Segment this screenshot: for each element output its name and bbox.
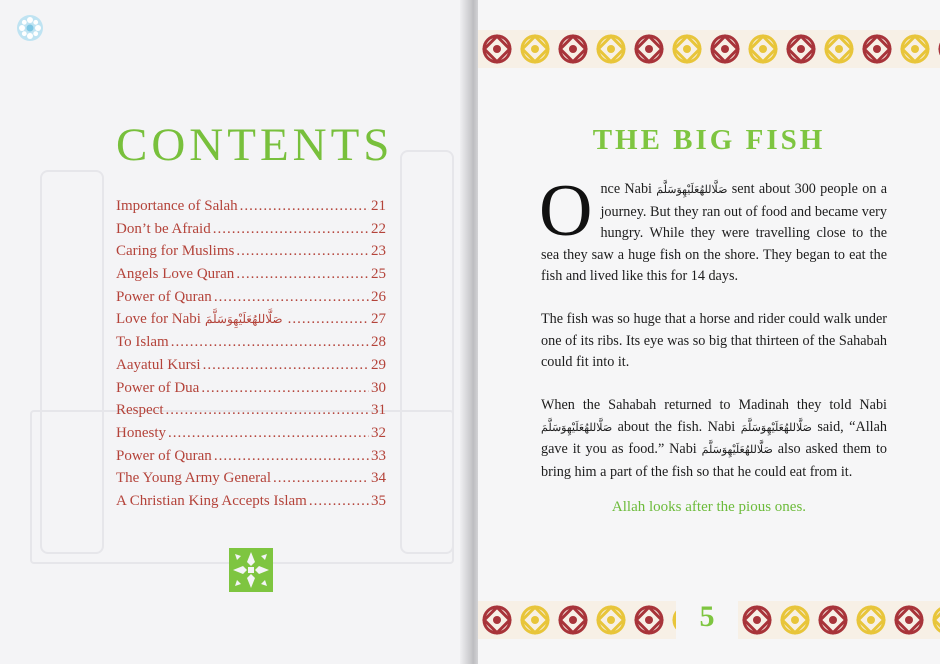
- contents-title: CONTENTS: [116, 119, 394, 171]
- toc-item[interactable]: Love for Nabi صَلَّاللهُعَلَيْهِوَسَلَّمَ ..... 27: [116, 311, 386, 334]
- geometric-ornament-icon: [229, 548, 273, 592]
- story-moral: Allah looks after the pious ones.: [611, 499, 807, 515]
- toc-item[interactable]: Honesty ..... 32: [116, 425, 386, 448]
- salutation-calligraphy: صَلَّاللهُعَلَيْهِوَسَلَّمَ: [740, 421, 812, 434]
- story-paragraph: The fish was so huge that a horse and rider could walk under one of its ribs. Its eye was so big that thirteen of the Sahabah could fit into it.: [541, 311, 887, 370]
- story-paragraph: Once Nabi صَلَّاللهُعَلَيْهِوَسَلَّمَ sent about 300 people on a journey. But they ran out of food and became very hungry. While they were travelling close to the sea they saw a huge fish on the shore. They began to eat the fish and lived like this for 14 days.: [539, 170, 887, 284]
- salutation-calligraphy: صَلَّاللهُعَلَيْهِوَسَلَّمَ: [204, 312, 283, 327]
- toc-item[interactable]: A Christian King Accepts Islam ..... 35: [116, 493, 386, 516]
- toc-item[interactable]: Power of Quran ..... 33: [116, 448, 386, 471]
- salutation-calligraphy: صَلَّاللهُعَلَيْهِوَسَلَّمَ: [541, 421, 613, 434]
- story-body: [539, 170, 887, 505]
- toc-item[interactable]: Caring for Muslims ..... 23: [116, 243, 386, 266]
- salutation-calligraphy: صَلَّاللهُعَلَيْهِوَسَلَّمَ: [656, 184, 728, 196]
- table-of-contents: [116, 198, 386, 516]
- toc-item[interactable]: To Islam ..... 28: [116, 334, 386, 357]
- toc-item[interactable]: Don’t be Afraid ..... 22: [116, 221, 386, 244]
- toc-item[interactable]: Aayatul Kursi ..... 29: [116, 357, 386, 380]
- page-number: 5: [699, 600, 715, 633]
- toc-item[interactable]: The Young Army General ..... 34: [116, 470, 386, 493]
- pattern-band-bottom-right: [738, 601, 940, 639]
- left-page: [0, 0, 466, 664]
- pattern-band-top: [478, 30, 940, 68]
- toc-item[interactable]: Respect ..... 31: [116, 402, 386, 425]
- flower-emblem-icon: [16, 14, 44, 42]
- toc-item[interactable]: Power of Dua ..... 30: [116, 380, 386, 403]
- pattern-band-bottom-left: [478, 601, 676, 639]
- toc-item[interactable]: Angels Love Quran ..... 25: [116, 266, 386, 289]
- right-page: [478, 0, 940, 664]
- story-paragraph: When the Sahabah returned to Madinah they told Nabi صَلَّاللهُعَلَيْهِوَسَلَّمَ about the fish. Nabi صَلَّاللهُعَلَيْهِوَسَلَّمَ said, “Allah gave it you as food.” Nabi صَلَّاللهُعَلَيْهِوَسَلَّمَ also asked them to bring him a part of the fish so that he could eat from it.: [541, 397, 887, 480]
- salutation-calligraphy: صَلَّاللهُعَلَيْهِوَسَلَّمَ: [701, 444, 773, 456]
- toc-item[interactable]: Importance of Salah ..... 21: [116, 198, 386, 221]
- story-title: THE BIG FISH: [592, 124, 826, 156]
- toc-item[interactable]: Power of Quran ..... 26: [116, 289, 386, 312]
- drop-cap: O: [539, 170, 593, 252]
